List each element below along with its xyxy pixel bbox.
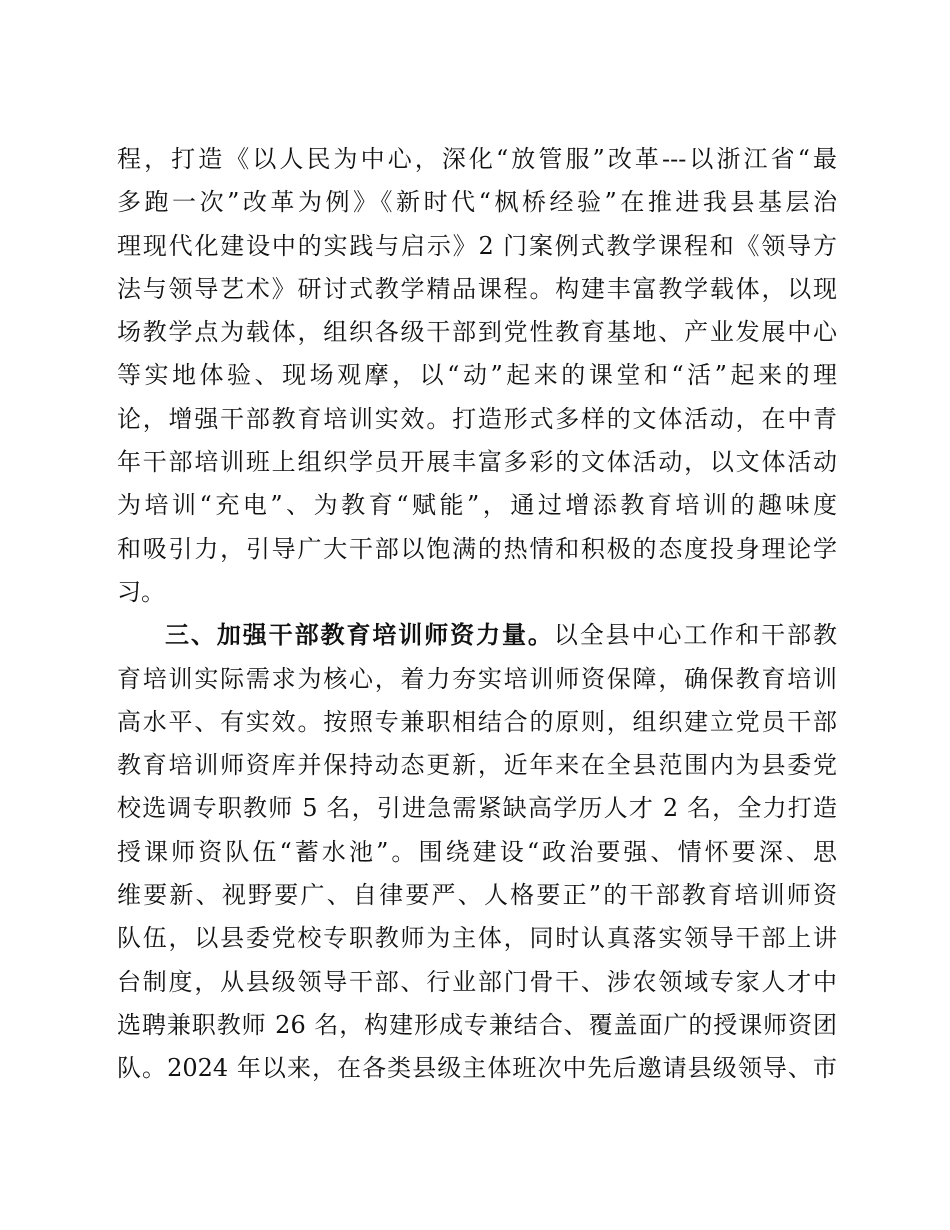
- paragraph-1: [117, 138, 837, 614]
- text-line: 选聘兼职教师 26 名，构建形成专兼结合、覆盖面广的授课师资团: [117, 1010, 837, 1039]
- text-line: 和吸引力，引导广大干部以饱满的热情和积极的态度投身理论学: [117, 534, 837, 563]
- text-line: 年干部培训班上组织学员开展丰富多彩的文体活动，以文体活动: [117, 448, 837, 477]
- text-line: 论，增强干部教育培训实效。打造形式多样的文体活动，在中青: [117, 404, 837, 433]
- text-line: 授课师资队伍“蓄水池”。围绕建设“政治要强、情怀要深、思: [117, 837, 837, 866]
- body-text: [117, 138, 837, 1091]
- paragraph-2: [117, 614, 837, 1090]
- text-line: 多跑一次”改革为例》《新时代“枫桥经验”在推进我县基层治: [117, 188, 837, 217]
- text-line: 高水平、有实效。按照专兼职相结合的原则，组织建立党员干部: [117, 707, 837, 736]
- text-line: [117, 614, 837, 657]
- text-line: 育培训实际需求为核心，着力夯实培训师资保障，确保教育培训: [117, 664, 837, 693]
- text-line: 程，打造《以人民为中心，深化“放管服”改革---以浙江省“最: [117, 145, 837, 173]
- text-line: 法与领导艺术》研讨式教学精品课程。构建丰富教学载体，以现: [117, 274, 837, 303]
- text-line: 队伍，以县委党校专职教师为主体，同时认真落实领导干部上讲: [117, 924, 837, 953]
- text-line: 校选调专职教师 5 名，引进急需紧缺高学历人才 2 名，全力打造: [117, 794, 837, 823]
- text-line: 台制度，从县级领导干部、行业部门骨干、涉农领域专家人才中: [117, 967, 837, 996]
- text-line: 为培训“充电”、为教育“赋能”，通过增添教育培训的趣味度: [117, 491, 837, 520]
- section-heading: 三、加强干部教育培训师资力量。: [165, 621, 554, 650]
- text-line: 习。: [117, 577, 165, 606]
- text-line: 教育培训师资库并保持动态更新，近年来在全县范围内为县委党: [117, 751, 837, 780]
- heading-line-rest: 以全县中心工作和干部教: [553, 621, 837, 650]
- text-line: 队。2024 年以来，在各类县级主体班次中先后邀请县级领导、市: [117, 1054, 837, 1083]
- text-line: 理现代化建设中的实践与启示》2 门案例式教学课程和《领导方: [117, 231, 837, 260]
- text-line: 场教学点为载体，组织各级干部到党性教育基地、产业发展中心: [117, 318, 837, 347]
- text-line: 维要新、视野要广、自律要严、人格要正”的干部教育培训师资: [117, 881, 837, 910]
- text-line: 等实地体验、现场观摩，以“动”起来的课堂和“活”起来的理: [117, 361, 837, 390]
